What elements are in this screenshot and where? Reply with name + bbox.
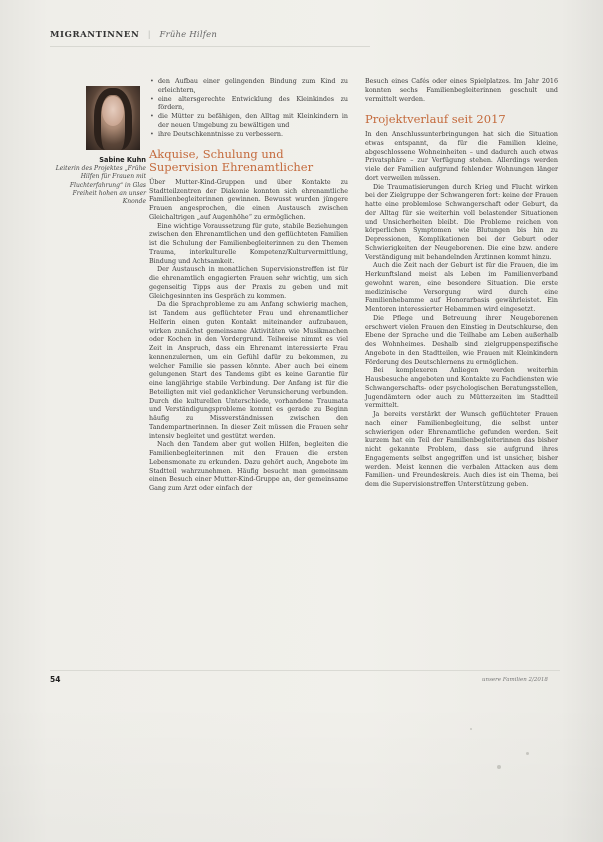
- body-paragraph: Besuch eines Cafés oder eines Spielplatzes. Im Jahr 2016 konnten sechs Familienbegleiterinnen geschult und vermittelt werden.: [365, 78, 558, 103]
- body-paragraph: Eine wichtige Voraussetzung für gute, stabile Beziehungen zwischen den Ehrenamtlichen und den geflüchteten Familien ist die Schulung der Familienbegleiterinnen zu den Themen Trauma, interkulturelle Kompetenz/Kulturvermittlung, Bindung und Achtsamkeit.: [149, 222, 348, 265]
- goals-list: [149, 78, 348, 139]
- header-subsection: Frühe Hilfen: [159, 30, 218, 40]
- body-paragraph: Die Pflege und Betreuung ihrer Neugeborenen erschwert vielen Frauen den Einstieg in Deutschkurse, den Ebene der Sprache und die Teilhabe am Leben außerhalb des Wohnheimes. Deshalb sind zielgruppenspezifische Angebote in den Stadtteilen, wie Frauen mit Kleinkindern Förderung des Deutschlernens zu ermöglichen.: [365, 314, 558, 366]
- portrait-photo: [86, 86, 140, 150]
- body-paragraph: Nach den Tandem aber gut wollen Hilfen, begleiten die Familienbegleiterinnen mit den Frauen die ersten Lebensmonate zu erkunden. Dazu gehört auch, Angebote im Stadtteil wahrzunehmen. Häufig besucht man gemeinsam einen Besuch einer Mutter-Kind-Gruppe an, der gemeinsame Gang zum Arzt oder einfach der: [149, 441, 348, 493]
- section-heading-akquise: Akquise, Schulung und Supervision Ehrenamtlicher: [149, 147, 314, 175]
- portrait-face: [102, 96, 124, 126]
- goal-bullet: • den Aufbau einer gelingenden Bindung zum Kind zu erleichtern,: [149, 78, 348, 96]
- middle-column: [149, 78, 348, 494]
- goal-bullet: • eine altersgerechte Entwicklung des Kleinkindes zu fördern,: [149, 96, 348, 114]
- goal-bullet: • ihre Deutschkenntnisse zu verbessern.: [149, 131, 348, 140]
- portrait-caption: [50, 156, 146, 206]
- portrait-name: Sabine Kuhn: [99, 156, 146, 164]
- section-heading-projektverlauf: Projektverlauf seit 2017: [365, 112, 506, 127]
- body-paragraph: Bei komplexeren Anliegen werden weiterhin Hausbesuche angeboten und Kontakte zu Fachdiensten wie Schwangerschafts- oder psychologischen Beratungsstellen, Jugendämtern oder auch zu Mütterzeiten im Stadtteil vermittelt.: [365, 367, 558, 410]
- header-rule: [50, 46, 370, 47]
- goal-bullet: • die Mütter zu befähigen, den Alltag mit Kleinkindern in der neuen Umgebung zu bewältigen und: [149, 113, 348, 131]
- header-separator: |: [147, 30, 152, 40]
- footer-rule: [50, 670, 560, 671]
- body-paragraph: Ja bereits verstärkt der Wunsch geflüchteter Frauen nach einer Familienbegleitung, die selbst unter schwierigen oder Ehrenamtliche gefunden werden. Seit kurzem hat ein Teil der Familienbegleiterinnen das bisher nicht gekannte Problem, dass sie aufgrund ihres Engagements selbst angegriffen und ist unsicher, bisher werden. Meist kennen die verbalen Attacken aus dem Familien- und Freundeskreis. Auch dies ist ein Thema, bei dem die Supervisionstreffen Unterstützung geben.: [365, 411, 558, 489]
- portrait-caption-text: Leiterin des Projektes „Frühe Hilfen für Frauen mit Fluchterfahrung“ in Glas Freiheit hohen an unser Knonde: [55, 165, 146, 206]
- body-paragraph: Die Traumatisierungen durch Krieg und Flucht wirken bei der Zielgruppe der Schwangeren fort: keine der Frauen hatte eine problemlose Schwangerschaft oder Geburt, da der Alltag für sie weiterhin voll belastender Situationen und Unsicherheiten bleibt. Die Probleme reichen von körperlichen Symptomen wie Blutungen bis hin zu Depressionen, Komplikationen bei der Geburt oder Schwierigkeiten der Neugeborenen. Die eine bzw. andere Verständigung mit behandelnden Ärztinnen kommt hinzu.: [365, 183, 558, 261]
- page-number: 54: [50, 675, 61, 684]
- scan-bottom-shade: [0, 700, 603, 842]
- body-paragraph: Da die Sprachprobleme zu am Anfang schwierig machen, ist Tandem aus geflüchteter Frau und ehrenamtlicher Helferin einen guten Kontakt miteinander aufzubauen, wirken zunächst gemeinsame Aktivitäten wie Musikmachen oder Kochen in den Vordergrund. Teilweise nimmt es viel Zeit in Anspruch, dass ein Ehrenamt interessierte Frau kennenzulernen, um ein Gefühl dafür zu bekommen, zu welcher Familie sie passen könnte. Aber auch bei einem gelungenen Start des Tandems gibt es keine Garantie für eine langjährige stabile Verbindung. Der Anfang ist für die Beteiligten mit viel gedanklicher Verunsicherung verbunden. Durch die kulturellen Unterschiede, vorhandene Traumata und Verständigungsprobleme kommt es gerade zu Beginn häufig zu Missverständnissen zwischen den Tandempartnerinnen. In dieser Zeit müssen die Frauen sehr intensiv begleitet und gestützt werden.: [149, 301, 348, 440]
- body-paragraph: Der Austausch in monatlichen Supervisionstreffen ist für die ehrenamtlich engagierten Frauen sehr wichtig, um sich gegenseitig Tipps aus der Praxis zu geben und mit Gleichgesinnten ins Gespräch zu kommen.: [149, 266, 348, 300]
- running-header: [50, 30, 550, 44]
- body-paragraph: Über Mutter-Kind-Gruppen und über Kontakte zu Stadtteilzentren der Diakonie konnten sich ehrenamtliche Familienbegleiterinnen gewinnen. Bewusst wurden jüngere Frauen angesprochen, die einen Austausch zwischen Gleichaltrigen „auf Augenhöhe“ zu ermöglichen.: [149, 178, 348, 221]
- body-paragraph: Auch die Zeit nach der Geburt ist für die Frauen, die im Herkunftsland meist als Leben im Familienverband gewohnt waren, eine besondere Situation. Die erste medizinische Versorgung wird durch eine Familienhebamme auf Honorarbasis gewährleistet. Ein Mentoren interessierter Hebammen wird eingesetzt.: [365, 262, 558, 314]
- header-section: MIGRANTINNEN: [50, 30, 140, 40]
- body-paragraph: In den Anschlussunterbringungen hat sich die Situation etwas entspannt, da für die Familien kleine, abgeschlossene Wohneinheiten – und dadurch auch etwas Privatsphäre – zur Verfügung stehen. Allerdings werden viele der Familien aufgrund fehlender Wohnungen länger dort verweilen müssen.: [365, 131, 558, 182]
- right-column: [365, 78, 558, 490]
- magazine-issue: unsere Familien 2/2018: [482, 677, 548, 683]
